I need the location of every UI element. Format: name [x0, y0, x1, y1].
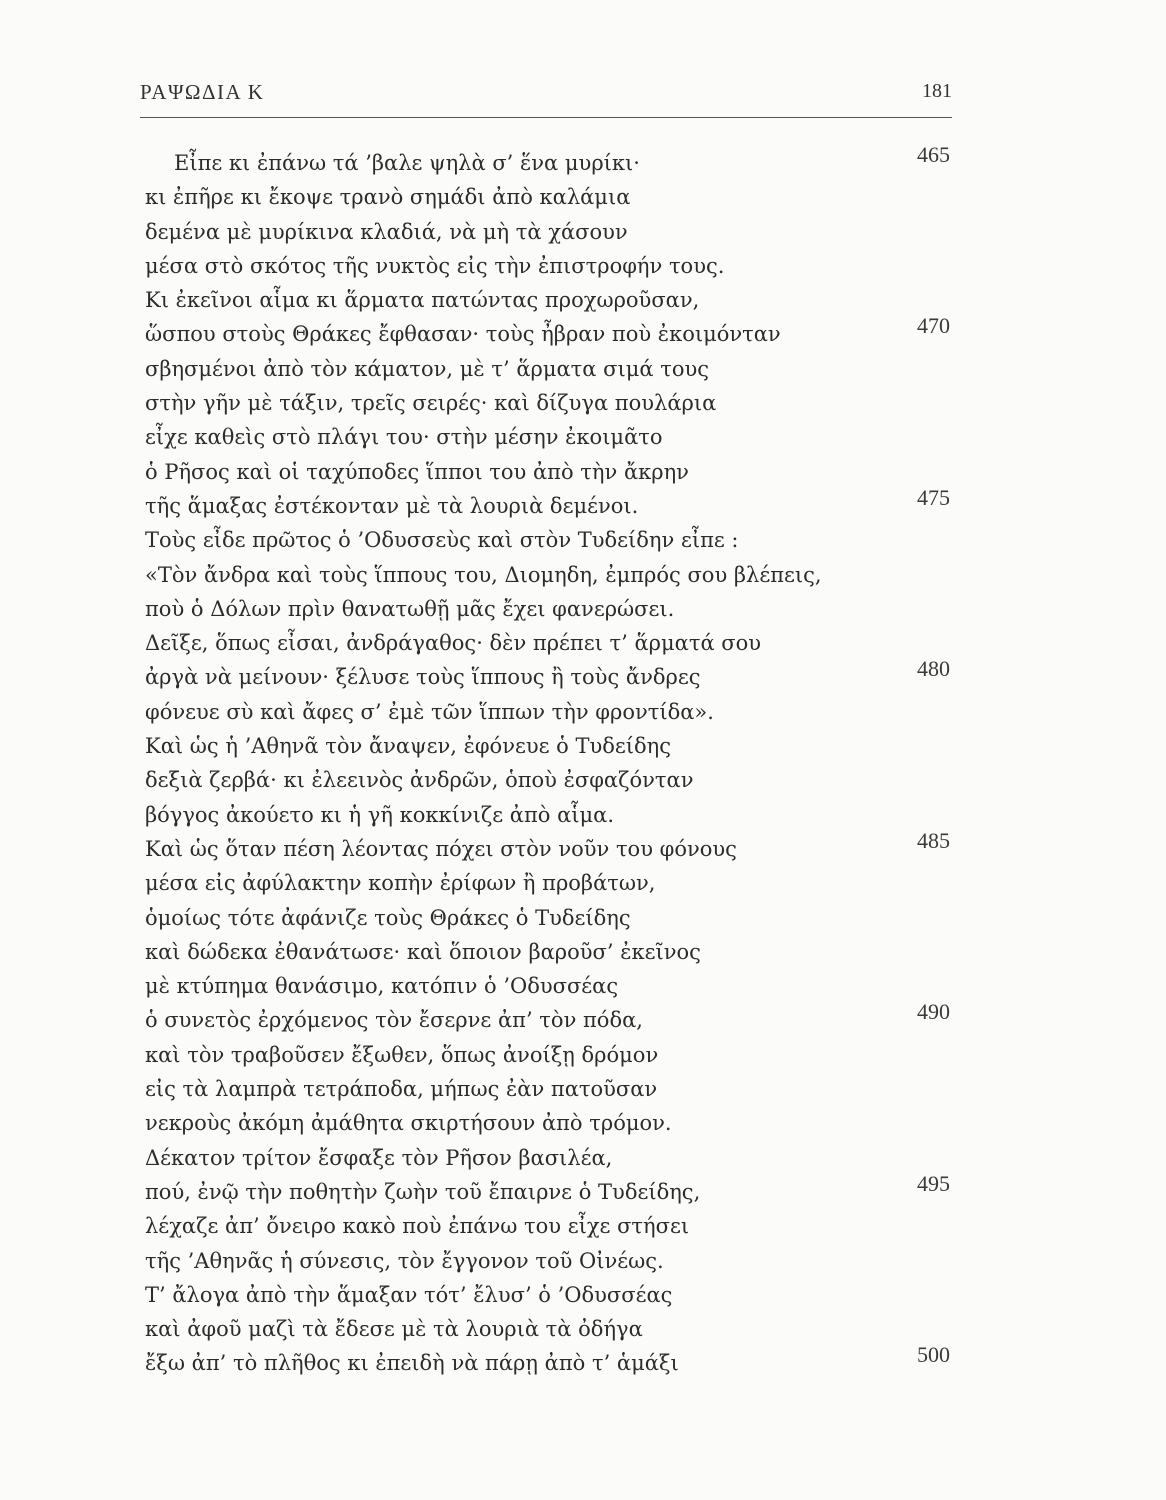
verse-text: ἔξω ἀπ’ τὸ πλῆθος κι ἐπειδὴ νὰ πάρῃ ἀπὸ τ’ ἁμάξι	[145, 1351, 679, 1376]
verse-text: νεκροὺς ἀκόμη ἀμάθητα σκιρτήσουν ἀπὸ τρόμον.	[145, 1111, 672, 1136]
verse-text: Καὶ ὡς ὅταν πέση λέοντας πόχει στὸν νοῦν του φόνους	[145, 836, 737, 861]
verse-line	[145, 352, 975, 386]
verse-text: ὁ Ρῆσος καὶ οἱ ταχύποδες ἵπποι του ἀπὸ τὴν ἄκρην	[145, 459, 689, 484]
verse-line	[145, 1209, 975, 1243]
verse-text: κι ἐπῆρε κι ἔκοψε τρανὸ σημάδι ἀπὸ καλάμια	[145, 185, 631, 210]
verse-text: λέχαζε ἀπ’ ὄνειρο κακὸ ποὺ ἐπάνω του εἶχε στήσει	[145, 1214, 690, 1239]
verse-text: Καὶ ὡς ἡ ’Αθηνᾶ τὸν ἄναψεν, ἐφόνευε ὁ Τυδείδης	[145, 734, 671, 759]
line-number: 465	[917, 142, 950, 167]
verse-text: ἀργὰ νὰ μείνουν· ξέλυσε τοὺς ἵππους ἢ τοὺς ἄνδρες	[145, 665, 701, 690]
verse-text: Κι ἐκεῖνοι αἷμα κι ἅρματα πατώντας προχωροῦσαν,	[145, 288, 700, 313]
verse-text: μέσα εἰς ἀφύλακτην κοπὴν ἐρίφων ἢ προβάτων,	[145, 871, 656, 896]
verse-text: φόνευε σὺ καὶ ἄφες σ’ ἐμὲ τῶν ἵππων τὴν φροντίδα».	[145, 699, 714, 724]
verse-line	[145, 1244, 975, 1278]
verse-text: καὶ ἀφοῦ μαζὶ τὰ ἔδεσε μὲ τὰ λουριὰ τὰ ὀδήγα	[145, 1317, 643, 1342]
verse-line	[145, 1342, 975, 1380]
verse-line	[145, 180, 975, 214]
verse-text: καὶ τὸν τραβοῦσεν ἔξωθεν, ὅπως ἀνοίξῃ δρόμον	[145, 1042, 659, 1067]
page-number: 181	[922, 80, 952, 102]
verse-text: Τοὺς εἶδε πρῶτος ὁ ’Οδυσσεὺς καὶ στὸν Τυδείδην εἶπε :	[145, 528, 739, 553]
verse-text: Εἶπε κι ἐπάνω τά ’βαλε ψηλὰ σ’ ἕνα μυρίκι·	[174, 151, 640, 175]
verse-line	[145, 386, 975, 420]
line-number: 495	[917, 1170, 950, 1196]
verse-line	[145, 827, 975, 866]
verse-line	[145, 283, 975, 317]
chapter-title: ΡΑΨΩΔΙΑ Κ	[140, 80, 265, 104]
verse-text: καὶ δώδεκα ἐθανάτωσε· καὶ ὅποιον βαροῦσ’ ἐκεῖνος	[145, 939, 701, 964]
verse-line	[145, 798, 975, 832]
verse-text: Δέκατον τρίτον ἔσφαξε τὸν Ρῆσον βασιλέα,	[145, 1145, 613, 1170]
verse-line	[145, 249, 975, 283]
verse-text: δεμένα μὲ μυρίκινα κλαδιά, νὰ μὴ τὰ χάσουν	[145, 219, 628, 244]
line-number: 490	[917, 999, 950, 1025]
verse-line	[145, 455, 975, 489]
verse-text: δεξιὰ ζερβά· κι ἐλεεινὸς ἀνδρῶν, ὁποὺ ἐσφαζόνταν	[145, 768, 694, 793]
verse-line	[145, 866, 975, 900]
line-number: 470	[917, 313, 950, 339]
verse-line	[145, 695, 975, 729]
verse-line	[145, 626, 975, 660]
verse-line	[145, 763, 975, 797]
verse-text: εἶχε καθεὶς στὸ πλάγι του· στὴν μέσην ἐκοιμᾶτο	[145, 425, 663, 450]
verse-line	[145, 1141, 975, 1175]
verse-line	[145, 142, 975, 180]
verse-line	[145, 729, 975, 763]
running-header	[140, 80, 952, 112]
verse-line	[145, 484, 975, 523]
verse-line	[145, 558, 975, 592]
verse-line	[145, 935, 975, 969]
verse-line	[145, 1072, 975, 1106]
verse-line	[145, 420, 975, 454]
verse-text: ὥσπου στοὺς Θράκες ἔφθασαν· τοὺς ἦβραν ποὺ ἐκοιμόνταν	[145, 322, 781, 347]
verse-line	[145, 999, 975, 1037]
verse-text: τῆς ’Αθηνᾶς ἡ σύνεσις, τὸν ἔγγονον τοῦ Οἰνέως.	[145, 1248, 664, 1273]
verse-block	[145, 142, 975, 1381]
verse-text: τῆς ἅμαξας ἐστέκονταν μὲ τὰ λουριὰ δεμένοι.	[145, 493, 639, 518]
verse-line	[145, 656, 975, 694]
verse-line	[145, 523, 975, 557]
verse-text: εἰς τὰ λαμπρὰ τετράποδα, μήπως ἐὰν πατοῦσαν	[145, 1077, 658, 1102]
line-number: 475	[917, 484, 950, 510]
verse-text: ὁμοίως τότε ἀφάνιζε τοὺς Θράκες ὁ Τυδείδης	[145, 905, 631, 930]
verse-line	[145, 901, 975, 935]
verse-line	[145, 1278, 975, 1312]
verse-line	[145, 969, 975, 1003]
verse-text: βόγγος ἀκούετο κι ἡ γῆ κοκκίνιζε ἀπὸ αἷμα.	[145, 802, 615, 827]
verse-text: «Τὸν ἄνδρα καὶ τοὺς ἵππους του, Διομηδη, ἐμπρός σου βλέπεις,	[145, 562, 822, 587]
verse-line	[145, 1038, 975, 1072]
verse-line	[145, 1312, 975, 1346]
verse-text: πού, ἐνῷ τὴν ποθητὴν ζωὴν τοῦ ἔπαιρνε ὁ Τυδείδης,	[145, 1179, 701, 1204]
verse-text: ποὺ ὁ Δόλων πρὶν θανατωθῇ μᾶς ἔχει φανερώσει.	[145, 596, 675, 621]
verse-text: μέσα στὸ σκότος τῆς νυκτὸς εἰς τὴν ἐπιστροφήν τους.	[145, 253, 725, 278]
verse-text: στὴν γῆν μὲ τάξιν, τρεῖς σειρές· καὶ δίζυγα πουλάρια	[145, 391, 717, 416]
verse-text: Δεῖξε, ὅπως εἶσαι, ἀνδράγαθος· δὲν πρέπει τ’ ἅρματά σου	[145, 631, 762, 656]
verse-text: σβησμένοι ἀπὸ τὸν κάματον, μὲ τ’ ἅρματα σιμά τους	[145, 356, 710, 381]
verse-text: Τ’ ἄλογα ἀπὸ τὴν ἅμαξαν τότ’ ἔλυσ’ ὁ ’Οδυσσέας	[145, 1282, 673, 1307]
header-rule	[140, 117, 952, 118]
verse-line	[145, 1106, 975, 1140]
verse-line	[145, 313, 975, 351]
line-number: 480	[917, 656, 950, 682]
verse-line	[145, 1170, 975, 1209]
verse-line	[145, 215, 975, 249]
verse-line	[145, 592, 975, 626]
line-number: 500	[917, 1342, 950, 1368]
verse-text: μὲ κτύπημα θανάσιμο, κατόπιν ὁ ’Οδυσσέας	[145, 974, 619, 999]
line-number: 485	[917, 827, 950, 853]
verse-text: ὁ συνετὸς ἐρχόμενος τὸν ἔσερνε ἀπ’ τὸν πόδα,	[145, 1008, 643, 1033]
